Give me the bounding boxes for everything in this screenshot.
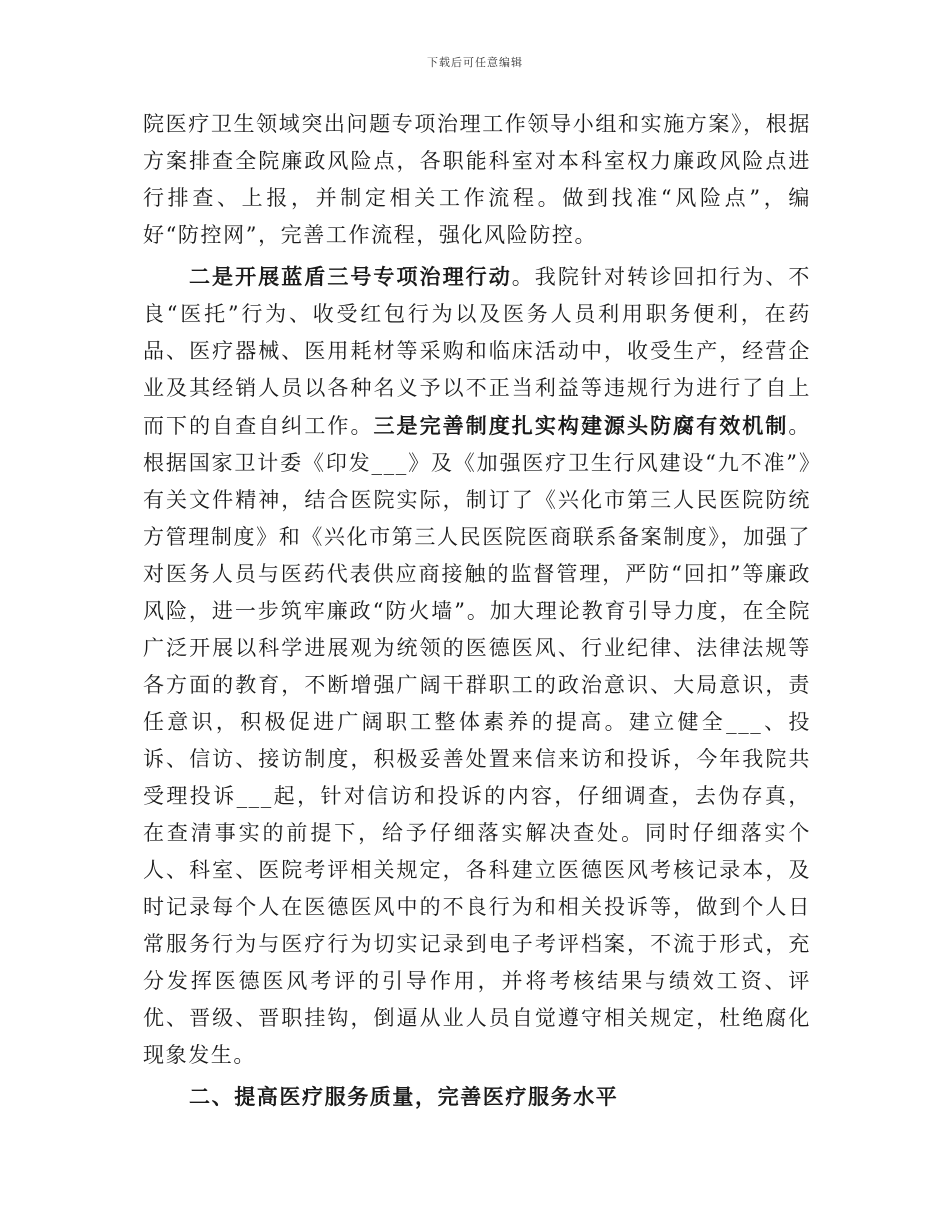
bold-lead-2: 三是完善制度扎实构建源头防腐有效机制 xyxy=(373,413,789,438)
paragraph-2-text-2: 。根据国家卫计委《印发___》及《加强医疗卫生行风建设“九不准”》有关文件精神，结合医院实际，制订了《兴化市第三人民医院防统方管理制度》和《兴化市第三人民医院医商联系备案制度》，加强了对医务人员与医药代表供应商接触的监督管理，严防“回扣”等廉政风险，进一步筑牢廉政“防火墙”。加大理论教育引导力度，在全院广泛开展以科学进展观为统领的医德医风、行业纪律、法律法规等各方面的教育，不断增强广阔干群职工的政治意识、大局意识，责任意识，积极促进广阔职工整体素养的提高。建立健全___、投诉、信访、接访制度，积极妥善处置来信来访和投诉，今年我院共受理投诉___起，针对信访和投诉的内容，仔细调查，去伪存真，在查清事实的前提下，给予仔细落实解决查处。同时仔细落实个人、科室、医院考评相关规定，各科建立医德医风考核记录本，及时记录每个人在医德医风中的不良行为和相关投诉等，做到个人日常服务行为与医疗行为切实记录到电子考评档案，不流于形式，充分发挥医德医风考评的引导作用，并将考核结果与绩效工资、评优、晋级、晋职挂钩，倒逼从业人员自觉遵守相关规定，杜绝腐化现象发生。 xyxy=(143,414,812,1067)
section-heading: 二、提高医疗服务质量，完善医疗服务水平 xyxy=(189,1084,619,1109)
paragraph-2-text-1: 。我院针对转诊回扣行为、不良“医托”行为、收受红包行为以及医务人员利用职务便利，在药品、医疗器械、医用耗材等采购和临床活动中，收受生产，经营企业及其经销人员以各种名义予以不正当利益等违规行为进行了自上而下的自查自纠工作。 xyxy=(143,265,811,438)
bold-lead-1: 二是开展蓝盾三号专项治理行动 xyxy=(189,264,512,289)
document-body xyxy=(143,106,811,1115)
paragraph-1: 院医疗卫生领域突出问题专项治理工作领导小组和实施方案》，根据方案排查全院廉政风险点，各职能科室对本科室权力廉政风险点进行排查、上报，并制定相关工作流程。做到找准“风险点”，编好“防控网”，完善工作流程，强化风险防控。 xyxy=(143,112,811,247)
paragraph-2 xyxy=(143,258,811,1074)
page-header: 下载后可任意编辑 xyxy=(427,56,523,69)
